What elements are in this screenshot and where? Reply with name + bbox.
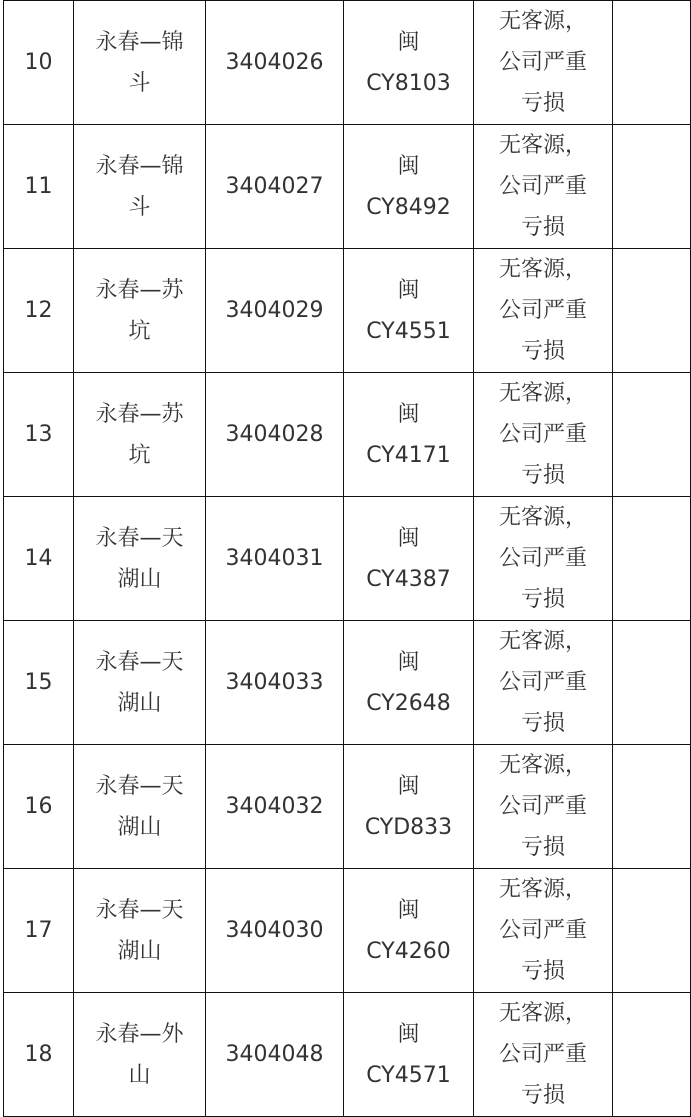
- reason-cell: [474, 373, 613, 497]
- plate-cell: [344, 993, 474, 1117]
- plate-text: 闽: [397, 277, 420, 303]
- row-number-cell: [4, 621, 74, 745]
- plate-text: 闽: [397, 773, 420, 799]
- reason-text: 亏损: [520, 711, 565, 736]
- row-number-cell: [4, 125, 74, 249]
- reason-cell: [474, 993, 613, 1117]
- reason-text: 亏损: [520, 215, 565, 240]
- route-cell: [74, 745, 206, 869]
- reason-text: 无客源，: [498, 1001, 587, 1026]
- reason-text: 公司严重: [498, 1042, 587, 1067]
- plate-cell: [344, 249, 474, 373]
- table-row: [4, 249, 691, 373]
- reason-text: 公司严重: [498, 918, 587, 943]
- route-text: 永春—锦: [95, 29, 184, 55]
- plate-text: CY8492: [366, 194, 451, 220]
- remark-cell: [613, 1, 691, 125]
- row-number: 15: [24, 670, 53, 695]
- reason-cell: [474, 497, 613, 621]
- row-number-cell: [4, 373, 74, 497]
- row-number: 12: [24, 298, 53, 323]
- plate-text: CY4387: [366, 566, 451, 592]
- route-text: 湖山: [117, 814, 162, 840]
- route-code: 3404032: [225, 794, 324, 819]
- reason-text: 公司严重: [498, 546, 587, 571]
- reason-text: 无客源，: [498, 133, 587, 158]
- remark-cell: [613, 621, 691, 745]
- row-number-cell: [4, 497, 74, 621]
- reason-text: 亏损: [520, 835, 565, 860]
- reason-cell: [474, 1, 613, 125]
- reason-text: 无客源，: [498, 505, 587, 530]
- reason-text: 公司严重: [498, 50, 587, 75]
- reason-text: 无客源，: [498, 9, 587, 34]
- reason-text: 无客源，: [498, 877, 587, 902]
- route-table: [3, 0, 691, 1117]
- plate-text: 闽: [397, 897, 420, 923]
- reason-text: 公司严重: [498, 670, 587, 695]
- reason-cell: [474, 249, 613, 373]
- reason-text: 无客源，: [498, 257, 587, 282]
- row-number-cell: [4, 249, 74, 373]
- route-cell: [74, 249, 206, 373]
- plate-cell: [344, 125, 474, 249]
- table-row: [4, 869, 691, 993]
- table-row: [4, 373, 691, 497]
- plate-cell: [344, 621, 474, 745]
- route-code-cell: [206, 373, 344, 497]
- route-code-cell: [206, 1, 344, 125]
- route-text: 湖山: [117, 938, 162, 964]
- row-number-cell: [4, 993, 74, 1117]
- remark-cell: [613, 745, 691, 869]
- plate-text: 闽: [397, 29, 420, 55]
- route-text: 斗: [128, 70, 151, 96]
- route-text: 永春—天: [95, 773, 184, 799]
- reason-text: 亏损: [520, 463, 565, 488]
- plate-text: CY8103: [366, 70, 451, 96]
- route-code-cell: [206, 993, 344, 1117]
- reason-text: 无客源，: [498, 381, 587, 406]
- plate-text: CY4551: [366, 318, 451, 344]
- route-text: 永春—苏: [95, 277, 184, 303]
- plate-cell: [344, 373, 474, 497]
- plate-cell: [344, 869, 474, 993]
- route-code-cell: [206, 249, 344, 373]
- route-text: 永春—外: [95, 1021, 184, 1047]
- plate-text: 闽: [397, 649, 420, 675]
- plate-text: 闽: [397, 401, 420, 427]
- plate-cell: [344, 745, 474, 869]
- remark-cell: [613, 125, 691, 249]
- table-row: [4, 745, 691, 869]
- route-code: 3404031: [225, 546, 324, 571]
- route-text: 山: [128, 1062, 151, 1088]
- route-code: 3404029: [225, 298, 324, 323]
- route-cell: [74, 1, 206, 125]
- remark-cell: [613, 993, 691, 1117]
- route-code-cell: [206, 745, 344, 869]
- reason-text: 公司严重: [498, 298, 587, 323]
- route-text: 永春—天: [95, 525, 184, 551]
- table-body: [4, 1, 691, 1117]
- reason-cell: [474, 125, 613, 249]
- plate-text: CY4260: [366, 938, 451, 964]
- reason-text: 亏损: [520, 959, 565, 984]
- table-row: [4, 1, 691, 125]
- table-row: [4, 993, 691, 1117]
- reason-text: 亏损: [520, 91, 565, 116]
- row-number: 16: [24, 794, 53, 819]
- table-row: [4, 125, 691, 249]
- plate-text: CYD833: [364, 814, 453, 840]
- route-text: 湖山: [117, 566, 162, 592]
- plate-text: 闽: [397, 525, 420, 551]
- remark-cell: [613, 249, 691, 373]
- route-text: 永春—锦: [95, 153, 184, 179]
- route-code: 3404030: [225, 918, 324, 943]
- route-cell: [74, 621, 206, 745]
- plate-text: CY4571: [366, 1062, 451, 1088]
- remark-cell: [613, 373, 691, 497]
- route-code-cell: [206, 125, 344, 249]
- reason-cell: [474, 621, 613, 745]
- reason-text: 公司严重: [498, 174, 587, 199]
- plate-cell: [344, 1, 474, 125]
- route-text: 坑: [128, 442, 151, 468]
- route-cell: [74, 373, 206, 497]
- route-code: 3404048: [225, 1042, 324, 1067]
- reason-text: 亏损: [520, 587, 565, 612]
- plate-text: CY4171: [366, 442, 451, 468]
- route-code: 3404033: [225, 670, 324, 695]
- row-number: 13: [24, 422, 53, 447]
- route-text: 永春—天: [95, 897, 184, 923]
- remark-cell: [613, 497, 691, 621]
- row-number: 11: [24, 174, 53, 199]
- row-number: 17: [24, 918, 53, 943]
- row-number-cell: [4, 745, 74, 869]
- reason-cell: [474, 869, 613, 993]
- table-row: [4, 497, 691, 621]
- route-cell: [74, 993, 206, 1117]
- route-cell: [74, 497, 206, 621]
- route-text: 永春—天: [95, 649, 184, 675]
- row-number-cell: [4, 1, 74, 125]
- reason-cell: [474, 745, 613, 869]
- reason-text: 公司严重: [498, 794, 587, 819]
- route-code-cell: [206, 497, 344, 621]
- route-cell: [74, 869, 206, 993]
- reason-text: 无客源，: [498, 629, 587, 654]
- remark-cell: [613, 869, 691, 993]
- route-code: 3404026: [225, 50, 324, 75]
- plate-cell: [344, 497, 474, 621]
- reason-text: 亏损: [520, 339, 565, 364]
- row-number: 14: [24, 546, 53, 571]
- reason-text: 公司严重: [498, 422, 587, 447]
- plate-text: CY2648: [366, 690, 451, 716]
- row-number: 18: [24, 1042, 53, 1067]
- reason-text: 亏损: [520, 1083, 565, 1108]
- route-text: 坑: [128, 318, 151, 344]
- route-code: 3404028: [225, 422, 324, 447]
- route-code-cell: [206, 621, 344, 745]
- plate-text: 闽: [397, 1021, 420, 1047]
- plate-text: 闽: [397, 153, 420, 179]
- route-text: 斗: [128, 194, 151, 220]
- route-text: 湖山: [117, 690, 162, 716]
- route-code: 3404027: [225, 174, 324, 199]
- reason-text: 无客源，: [498, 753, 587, 778]
- row-number-cell: [4, 869, 74, 993]
- table-row: [4, 621, 691, 745]
- route-text: 永春—苏: [95, 401, 184, 427]
- route-code-cell: [206, 869, 344, 993]
- route-cell: [74, 125, 206, 249]
- row-number: 10: [24, 50, 53, 75]
